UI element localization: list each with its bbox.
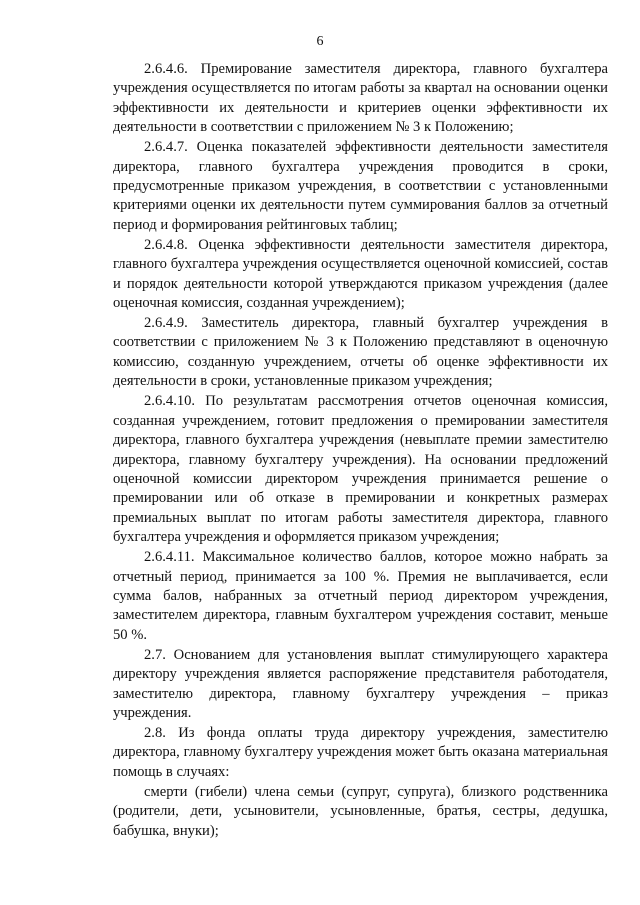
paragraph-2-7: 2.7. Основанием для установления выплат стимулирующего характера директору учреждения является распоряжение представителя работодателя, заместителю директора, главному бухгалтеру учреждения – приказ учреждения. (113, 646, 608, 721)
document-body (113, 60, 608, 841)
paragraph-2-6-4-11: 2.6.4.11. Максимальное количество баллов, которое можно набрать за отчетный период, принимается за 100 %. Премия не выплачивается, если сумма балов, набранных за отчетный период директором учреждения, заместителем директора, главным бухгалтером учреждения составит, меньше 50 %. (113, 549, 608, 643)
paragraph-case-death: смерти (гибели) члена семьи (супруг, супруга), близкого родственника (родители, дети, усыновители, усыновленные, братья, сестры, дедушка, бабушка, внуки); (113, 783, 608, 839)
paragraph-2-6-4-6: 2.6.4.6. Премирование заместителя директора, главного бухгалтера учреждения осуществляется по итогам работы за квартал на основании оценки эффективности их деятельности и критериев оценки эффективности их деятельности в соответствии с приложением № 3 к Положению; (113, 61, 608, 136)
paragraph-2-6-4-7: 2.6.4.7. Оценка показателей эффективности деятельности заместителя директора, главного бухгалтера учреждения проводится в сроки, предусмотренные приказом учреждения, в соответствии с установленными критериями оценки их деятельности путем суммирования баллов за отчетный период и формирования рейтинговых таблиц; (113, 139, 608, 233)
paragraph-2-8: 2.8. Из фонда оплаты труда директору учреждения, заместителю директора, главному бухгалтеру учреждения может быть оказана материальная помощь в случаях: (113, 724, 608, 780)
paragraph-2-6-4-8: 2.6.4.8. Оценка эффективности деятельности заместителя директора, главного бухгалтера учреждения осуществляется оценочной комиссией, состав и порядок деятельности которой утверждаются приказом учреждения (далее оценочная комиссия, созданная учреждением); (113, 236, 608, 312)
page-number: 6 (316, 34, 324, 49)
paragraph-2-6-4-9: 2.6.4.9. Заместитель директора, главный бухгалтер учреждения в соответствии с приложением № 3 к Положению представляют в оценочную комиссию, созданную учреждением, отчеты об оценке эффективности их деятельности в сроки, установленные приказом учреждения; (113, 315, 608, 390)
paragraph-2-6-4-10: 2.6.4.10. По результатам рассмотрения отчетов оценочная комиссия, созданная учреждением, готовит предложения о премировании заместителя директора, главного бухгалтера учреждения (невыплате премии заместителю директора, главному бухгалтеру учреждения). На основании предложений оценочной комиссии директором учреждения принимается решение о премировании или об отказе в премировании и конкретных размерах премиальных выплат по итогам работы заместителя директора, главного бухгалтера учреждения и оформляется приказом учреждения; (113, 393, 608, 546)
